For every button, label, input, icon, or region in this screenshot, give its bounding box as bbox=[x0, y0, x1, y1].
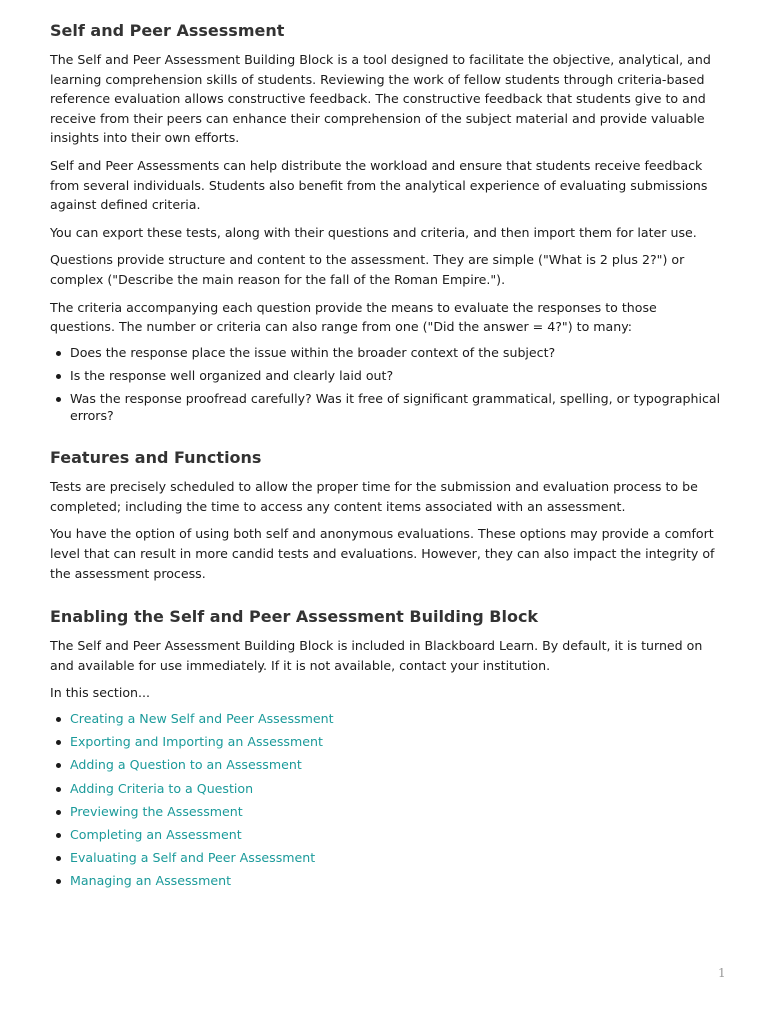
features-paragraph-2: You have the option of using both self and anonymous evaluations. These options may provide a comfort level that can result in more candid tests and evaluations. However, they can also impact the integrity of the assessment process. bbox=[50, 526, 715, 581]
section-intro: In this section... bbox=[50, 685, 151, 701]
intro-paragraph-3: You can export these tests, along with their questions and criteria, and then import them for later use. bbox=[50, 224, 697, 240]
enabling-heading: Enabling the Self and Peer Assessment Building Block bbox=[50, 607, 539, 627]
list-item bbox=[70, 734, 725, 751]
page-title: Self and Peer Assessment bbox=[50, 21, 285, 40]
list-item bbox=[70, 804, 725, 821]
link-exporting-importing[interactable]: Exporting and Importing an Assessment bbox=[70, 734, 323, 750]
list-item bbox=[70, 850, 725, 867]
features-heading: Features and Functions bbox=[50, 448, 262, 468]
list-item bbox=[70, 873, 725, 890]
section-links-list bbox=[50, 711, 725, 890]
link-evaluating[interactable]: Evaluating a Self and Peer Assessment bbox=[70, 850, 316, 866]
list-item bbox=[70, 711, 725, 728]
document-page bbox=[50, 18, 725, 897]
link-creating-new-assessment[interactable]: Creating a New Self and Peer Assessment bbox=[70, 711, 334, 727]
list-item bbox=[70, 781, 725, 798]
link-managing[interactable]: Managing an Assessment bbox=[70, 873, 232, 889]
intro-paragraph-4: Questions provide structure and content to the assessment. They are simple ("What is 2 plus 2?") or complex ("Describe the main reason for the fall of the Roman Empire."). bbox=[50, 252, 685, 287]
list-item bbox=[70, 757, 725, 774]
features-paragraph-1: Tests are precisely scheduled to allow the proper time for the submission and evaluation process to be completed; including the time to access any content items associated with an assessment. bbox=[50, 479, 698, 514]
list-item bbox=[70, 827, 725, 844]
list-item: Is the response well organized and clearly laid out? bbox=[70, 368, 725, 385]
link-adding-criteria[interactable]: Adding Criteria to a Question bbox=[70, 780, 254, 796]
intro-paragraph-5: The criteria accompanying each question provide the means to evaluate the responses to those questions. The number or criteria can also range from one ("Did the answer = 4?") to many: bbox=[50, 299, 657, 335]
criteria-list bbox=[50, 345, 725, 425]
intro-paragraph-2: Self and Peer Assessments can help distribute the workload and ensure that students receive feedback from several individuals. Students also benefit from the analytical experience of evaluating submissions against defined criteria. bbox=[50, 157, 708, 213]
link-adding-question[interactable]: Adding a Question to an Assessment bbox=[70, 757, 302, 773]
list-item: Was the response proofread carefully? Was it free of significant grammatical, spelling, or typographical errors? bbox=[70, 391, 725, 424]
link-previewing[interactable]: Previewing the Assessment bbox=[70, 803, 243, 819]
intro-paragraph-1: The Self and Peer Assessment Building Block is a tool designed to facilitate the objective, analytical, and learning comprehension skills of students. Reviewing the work of fellow students through criteria-based reference evaluation allows constructive feedback. The constructive feedback that students give to and receive from their peers can enhance their comprehension of the subject material and provide valuable insights into their own efforts. bbox=[50, 52, 711, 146]
enabling-paragraph: The Self and Peer Assessment Building Block is included in Blackboard Learn. By default, it is turned on and available for use immediately. If it is not available, contact your institution. bbox=[50, 638, 703, 673]
page-number: 1 bbox=[718, 966, 726, 980]
list-item: Does the response place the issue within the broader context of the subject? bbox=[70, 345, 725, 362]
link-completing[interactable]: Completing an Assessment bbox=[70, 826, 242, 842]
